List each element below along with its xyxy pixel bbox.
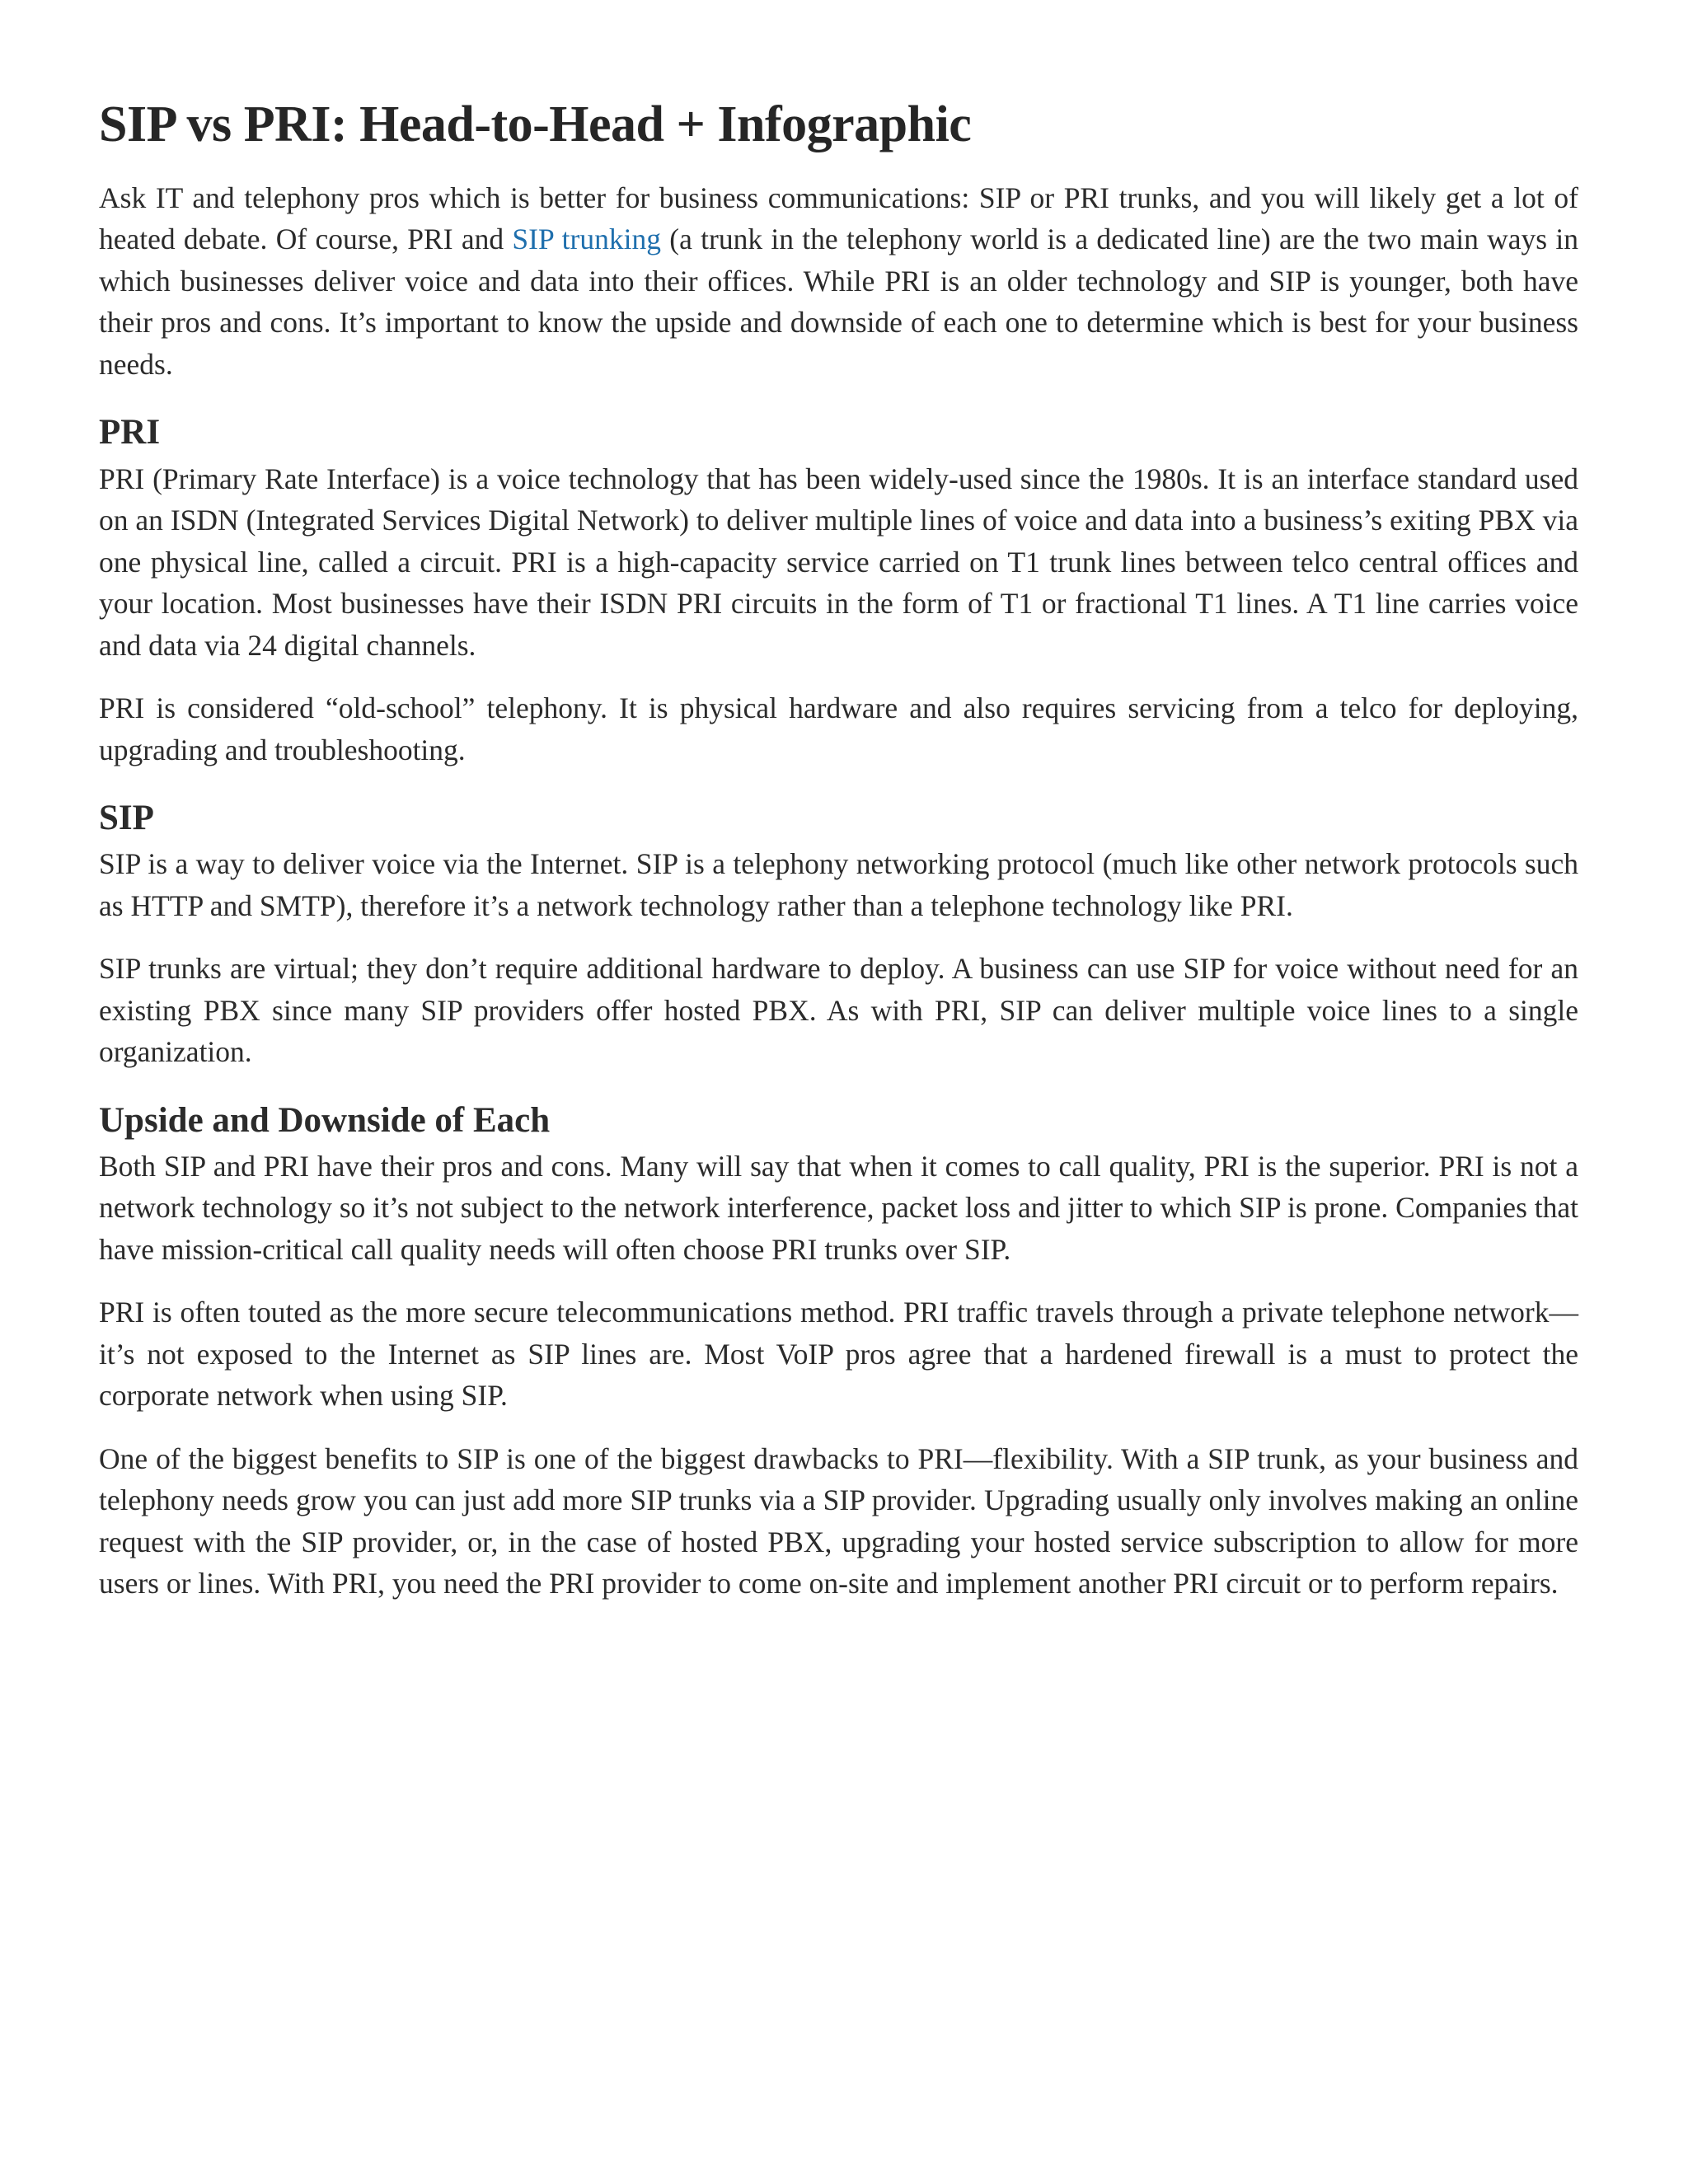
pri-paragraph-2: PRI is considered “old-school” telephony. It is physical hardware and also requires servicing from a telco for deploying, upgrading and troubleshooting. bbox=[99, 691, 1578, 766]
section-heading-sip: SIP bbox=[99, 799, 154, 838]
pri-paragraph-1: PRI (Primary Rate Interface) is a voice technology that has been widely-used since the 1980s. It is an interface standard used on an ISDN (Integrated Services Digital Network) to deliver multiple lines of voice and data into a business’s exiting PBX via one physical line, called a circuit. PRI is a high-capacity service carried on T1 trunk lines between telco central offices and your location. Most businesses have their ISDN PRI circuits in the form of T1 or fractional T1 lines. A T1 line carries voice and data via 24 digital channels. bbox=[99, 462, 1578, 662]
intro-paragraph bbox=[99, 177, 1578, 386]
page-title: SIP vs PRI: Head-to-Head + Infographic bbox=[99, 96, 972, 152]
intro-text-part-2: (a trunk in the telephony world is a dedicated line) are the two main ways in which businesses deliver voice and data into their offices. While PRI is an older technology and SIP is younger, both have their pros and cons. It’s important to know the upside and downside of each one to determine which is best for your business needs. bbox=[99, 223, 1578, 381]
sip-paragraph-1: SIP is a way to deliver voice via the Internet. SIP is a telephony networking protocol (much like other network protocols such as HTTP and SMTP), therefore it’s a network technology rather than a telephone technology like PRI. bbox=[99, 847, 1578, 922]
upside-paragraph-3: One of the biggest benefits to SIP is one of the biggest drawbacks to PRI—flexibility. With a SIP trunk, as your business and telephony needs grow you can just add more SIP trunks via a SIP provider. Upgrading usually only involves making an online request with the SIP provider, or, in the case of hosted PBX, upgrading your hosted service subscription to allow for more users or lines. With PRI, you need the PRI provider to come on-site and implement another PRI circuit or to perform repairs. bbox=[99, 1441, 1578, 1601]
sip-trunking-link[interactable]: SIP trunking bbox=[512, 223, 661, 256]
upside-paragraph-2: PRI is often touted as the more secure telecommunications method. PRI traffic travels through a private telephone network—it’s not exposed to the Internet as SIP lines are. Most VoIP pros agree that a hardened firewall is a must to protect the corporate network when using SIP. bbox=[99, 1296, 1578, 1413]
upside-paragraph-1: Both SIP and PRI have their pros and cons. Many will say that when it comes to call quality, PRI is the superior. PRI is not a network technology so it’s not subject to the network interference, packet loss and jitter to which SIP is prone. Companies that have mission-critical call quality needs will often choose PRI trunks over SIP. bbox=[99, 1149, 1578, 1266]
intro-text-part-1: Ask IT and telephony pros which is better for business communications: SIP or PRI trunks, and you will likely get a lot of heated debate. Of course, PRI and bbox=[99, 180, 1578, 256]
section-heading-upside-downside: Upside and Downside of Each bbox=[99, 1100, 551, 1140]
section-heading-pri: PRI bbox=[99, 413, 161, 452]
sip-paragraph-2: SIP trunks are virtual; they don’t require additional hardware to deploy. A business can use SIP for voice without need for an existing PBX since many SIP providers offer hosted PBX. As with PRI, SIP can deliver multiple voice lines to a single organization. bbox=[99, 952, 1578, 1069]
